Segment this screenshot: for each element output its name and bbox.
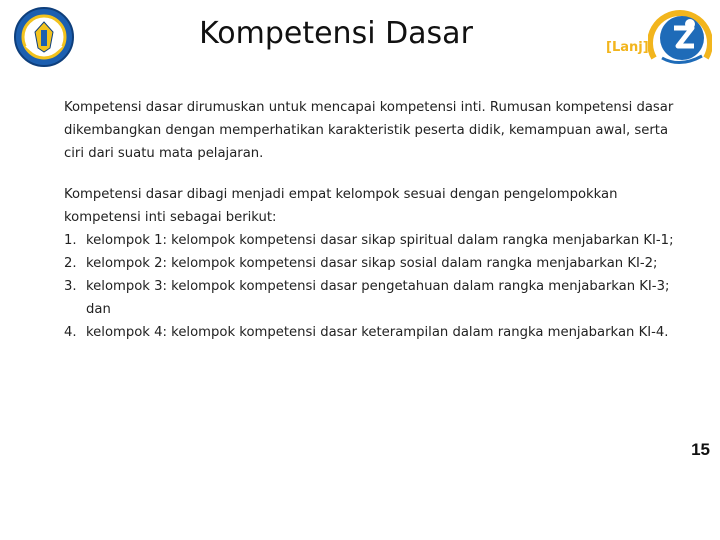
- list-item: [64, 229, 684, 252]
- list-item: [64, 252, 684, 275]
- list-item-text: kelompok 3: kelompok kompetensi dasar pengetahuan dalam rangka menjabarkan KI-3; dan: [86, 279, 670, 317]
- list-intro-paragraph: Kompetensi dasar dibagi menjadi empat kelompok sesuai dengan pengelompokkan kompetensi inti sebagai berikut:: [64, 187, 618, 225]
- kompetensi-list: [64, 229, 684, 344]
- list-item-number: 2.: [64, 256, 77, 271]
- list-item-number: 4.: [64, 325, 77, 340]
- list-item-number: 3.: [64, 279, 77, 294]
- slide-content: [64, 96, 684, 344]
- list-item: [64, 321, 684, 344]
- list-item-text: kelompok 2: kelompok kompetensi dasar sikap sosial dalam rangka menjabarkan KI-2;: [86, 256, 658, 271]
- list-item-text: kelompok 4: kelompok kompetensi dasar keterampilan dalam rangka menjabarkan KI-4.: [86, 325, 669, 340]
- page-number: 15: [691, 440, 710, 459]
- list-item-text: kelompok 1: kelompok kompetensi dasar sikap spiritual dalam rangka menjabarkan KI-1;: [86, 233, 674, 248]
- list-item: [64, 275, 684, 321]
- page-title: Kompetensi Dasar: [199, 16, 473, 51]
- kurikulum-2013-logo-icon: [648, 6, 712, 70]
- intro-paragraph: Kompetensi dasar dirumuskan untuk mencapai kompetensi inti. Rumusan kompetensi dasar dikembangkan dengan memperhatikan karakteristik peserta didik, kemampuan awal, serta ciri dari suatu mata pelajaran.: [64, 100, 674, 161]
- continuation-badge: [Lanj]: [606, 40, 649, 55]
- list-item-number: 1.: [64, 233, 77, 248]
